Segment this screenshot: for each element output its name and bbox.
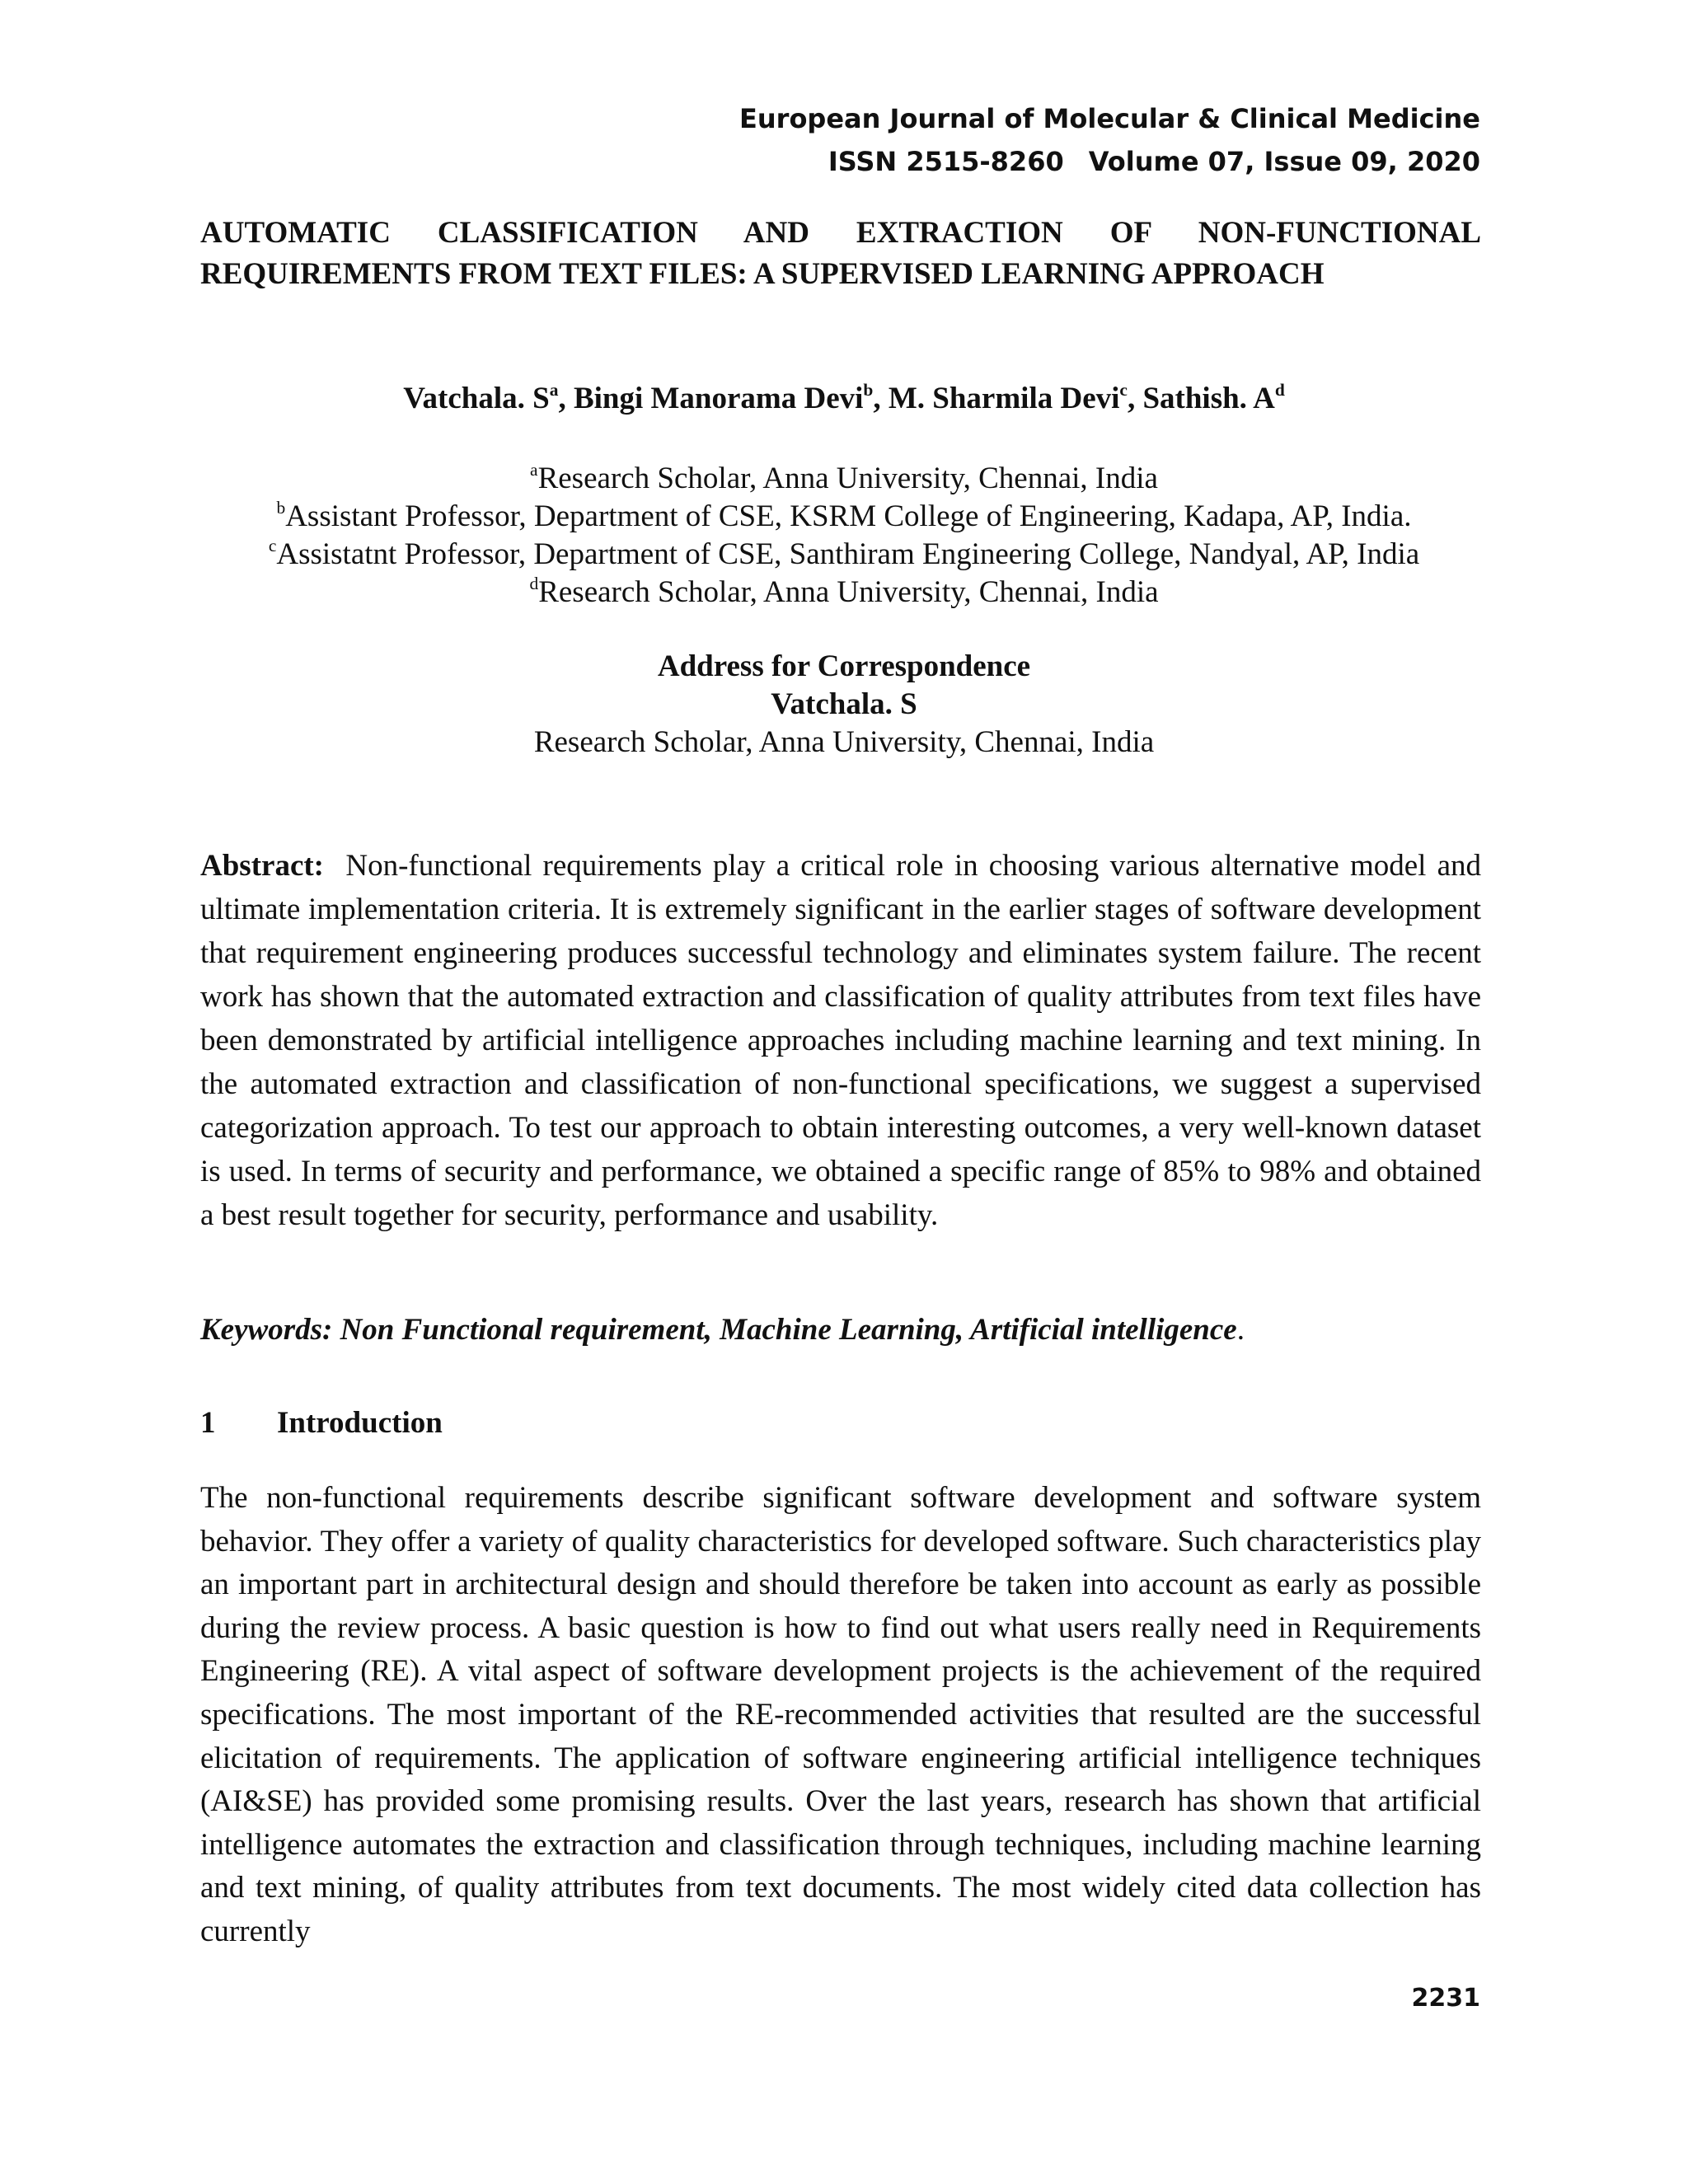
author: M. Sharmila Devi$^c$, bbox=[888, 379, 1143, 415]
author: Sathish. $A^d$ bbox=[1142, 379, 1285, 415]
affiliation: $^b$Assistant Professor, Department of CSE, KSRM College of Engineering, Kadapa, AP, India. bbox=[276, 497, 1412, 533]
journal-header bbox=[739, 97, 1480, 183]
correspondence-name: Vatchala. S bbox=[771, 687, 917, 721]
introduction-paragraph: The non-functional requirements describe significant software development and software system behavior. They offer a variety of quality characteristics for developed software. Such characteristics play an important part in architectural design and should therefore be taken into account as early as possible during the review process. A basic question is how to find out what users really need in Requirements Engineering (RE). A vital aspect of software development projects is the achievement of the required specifications. The most important of the RE-recommended activities that resulted are the successful elicitation of requirements. The application of software engineering artificial intelligence techniques (AI&SE) has provided some promising results. Over the last years, research has shown that artificial intelligence automates the extraction and classification through techniques, including machine learning and text mining, of quality attributes from text documents. The most widely cited data collection has currently bbox=[200, 1481, 1481, 1948]
affiliation: $^a$Research Scholar, Anna University, Chennai, India bbox=[530, 459, 1158, 495]
journal-volume-issue: Volume 07, Issue 09, 2020 bbox=[1088, 146, 1480, 177]
section-heading bbox=[200, 1401, 443, 1445]
correspondence-heading: Address for Correspondence bbox=[657, 649, 1031, 683]
correspondence-affiliation: Research Scholar, Anna University, Chennai, India bbox=[533, 725, 1155, 759]
page-number: 2231 bbox=[1411, 1984, 1480, 2013]
paper-title-line-1: AUTOMATIC CLASSIFICATION AND EXTRACTION OF NON-FUNCTIONAL bbox=[200, 216, 1481, 250]
journal-issn-volume bbox=[739, 140, 1480, 183]
abstract bbox=[200, 844, 1481, 1237]
journal-name: European Journal of Molecular & Clinical Medicine bbox=[739, 103, 1480, 134]
author: Vatchala. $S^a$, bbox=[403, 379, 574, 415]
affiliation: $^d$Research Scholar, Anna University, Chennai, India bbox=[529, 573, 1159, 609]
section-number: 1 bbox=[200, 1406, 216, 1440]
affiliation-list bbox=[0, 460, 1688, 612]
paper-title-line-2: REQUIREMENTS FROM TEXT FILES: A SUPERVISED LEARNING APPROACH bbox=[200, 257, 1325, 291]
affiliation: $^c$Assistatnt Professor, Department of CSE, Santhiram Engineering College, Nandyal, AP, India bbox=[268, 535, 1420, 571]
keywords: Keywords: Non Functional requirement, Machine Learning, Artificial intelligence. bbox=[200, 1313, 1245, 1347]
abstract-text: Non-functional requirements play a critical role in choosing various alternative model and ultimate implementation criteria. It is extremely significant in the earlier stages of software development that requirement engineering produces successful technology and eliminates system failure. The recent work has shown that the automated extraction and classification of quality attributes from text files have been demonstrated by artificial intelligence approaches including machine learning and text mining. In the automated extraction and classification of non-functional specifications, we suggest a supervised categorization approach. To test our approach to obtain interesting outcomes, a very well-known dataset is used. In terms of security and performance, we obtained a specific range of 85% to 98% and obtained a best result together for security, performance and usability. bbox=[200, 849, 1482, 1232]
abstract-label: Abstract: bbox=[200, 849, 325, 883]
author-list bbox=[0, 381, 1688, 416]
correspondence-block bbox=[0, 648, 1688, 762]
section-title: Introduction bbox=[277, 1406, 443, 1440]
journal-issn: ISSN 2515-8260 bbox=[828, 146, 1064, 177]
keywords-text: Keywords: Non Functional requirement, Machine Learning, Artificial intelligence bbox=[200, 1313, 1237, 1347]
paper-title bbox=[200, 213, 1481, 295]
author: Bingi Manorama Devi$^b$, bbox=[573, 379, 889, 415]
